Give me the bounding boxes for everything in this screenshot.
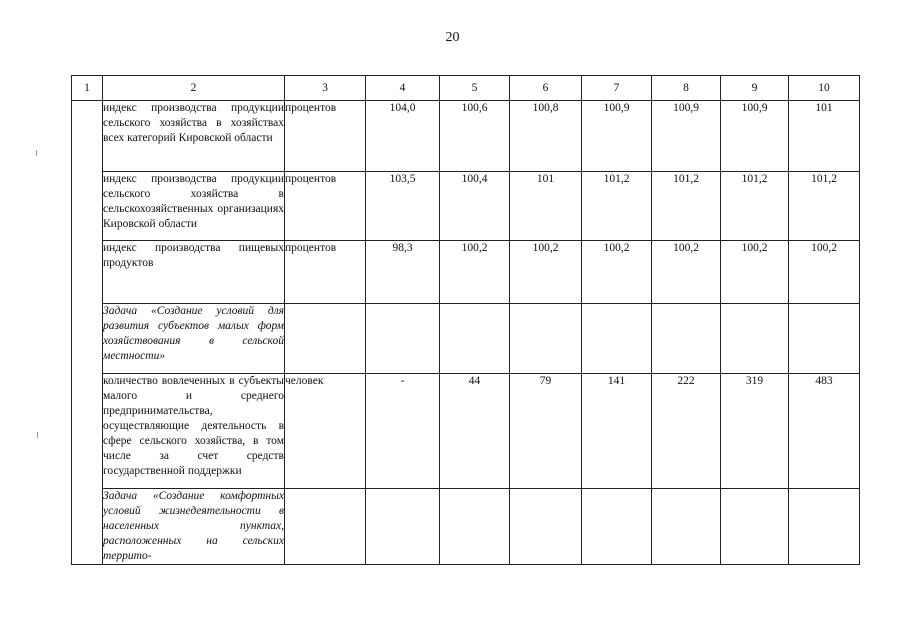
indicator-name: индекс производства пищевых продуктов — [103, 241, 285, 304]
value-cell: 100,2 — [510, 241, 582, 304]
value-cell: 101 — [510, 172, 582, 241]
value-cell: 79 — [510, 374, 582, 489]
empty-cell — [366, 304, 440, 374]
header-col-6: 6 — [510, 76, 582, 101]
empty-cell — [582, 489, 652, 565]
empty-cell — [440, 489, 510, 565]
value-cell: 100,9 — [652, 101, 721, 172]
empty-cell — [510, 489, 582, 565]
value-cell: 141 — [582, 374, 652, 489]
indicator-unit: человек — [285, 374, 366, 489]
table-row — [72, 374, 860, 489]
page-number: 20 — [445, 30, 460, 45]
value-cell: 100,9 — [721, 101, 789, 172]
value-cell: 100,9 — [582, 101, 652, 172]
empty-cell — [440, 304, 510, 374]
header-col-2: 2 — [103, 76, 285, 101]
table-row — [72, 101, 860, 172]
table-row — [72, 172, 860, 241]
value-cell: - — [366, 374, 440, 489]
value-cell: 319 — [721, 374, 789, 489]
indicator-name: количество вовлеченных в субъекты малого и среднего предпринимательства, осуществляющие деятельность в сфере сельского хозяйства, в том числе за счет средств государственной поддержки — [103, 374, 285, 489]
value-cell: 100,8 — [510, 101, 582, 172]
value-cell: 100,2 — [789, 241, 860, 304]
indicators-table — [71, 75, 860, 565]
empty-cell — [721, 489, 789, 565]
empty-cell — [652, 489, 721, 565]
value-cell: 483 — [789, 374, 860, 489]
table-row — [72, 241, 860, 304]
value-cell: 100,2 — [721, 241, 789, 304]
header-col-4: 4 — [366, 76, 440, 101]
empty-cell — [510, 304, 582, 374]
header-col-1: 1 — [72, 76, 103, 101]
value-cell: 100,2 — [440, 241, 510, 304]
scan-speck — [36, 150, 37, 156]
value-cell: 44 — [440, 374, 510, 489]
value-cell: 103,5 — [366, 172, 440, 241]
empty-cell — [652, 304, 721, 374]
empty-cell — [582, 304, 652, 374]
value-cell: 98,3 — [366, 241, 440, 304]
value-cell: 101 — [789, 101, 860, 172]
task-row — [72, 304, 860, 374]
header-row — [72, 76, 860, 101]
header-col-7: 7 — [582, 76, 652, 101]
scan-speck — [37, 432, 38, 438]
value-cell: 100,2 — [652, 241, 721, 304]
header-col-9: 9 — [721, 76, 789, 101]
header-col-10: 10 — [789, 76, 860, 101]
empty-cell — [366, 489, 440, 565]
indicator-unit: процентов — [285, 101, 366, 172]
empty-cell — [789, 489, 860, 565]
indicator-unit: процентов — [285, 172, 366, 241]
empty-cell — [285, 489, 366, 565]
value-cell: 101,2 — [789, 172, 860, 241]
value-cell: 101,2 — [721, 172, 789, 241]
value-cell: 100,2 — [582, 241, 652, 304]
empty-cell — [285, 304, 366, 374]
value-cell: 222 — [652, 374, 721, 489]
row-number-cell — [72, 101, 103, 565]
task-title: Задача «Создание условий для развития субъектов малых форм хозяйствования в сельской местности» — [103, 304, 285, 374]
header-col-3: 3 — [285, 76, 366, 101]
value-cell: 101,2 — [652, 172, 721, 241]
value-cell: 100,4 — [440, 172, 510, 241]
indicator-name: индекс производства продукции сельского хозяйства в хозяйствах всех категорий Кировской области — [103, 101, 285, 172]
empty-cell — [789, 304, 860, 374]
task-row — [72, 489, 860, 565]
indicator-name: индекс производства продукции сельского хозяйства в сельскохозяйственных организациях Кировской области — [103, 172, 285, 241]
indicator-unit: процентов — [285, 241, 366, 304]
header-col-8: 8 — [652, 76, 721, 101]
value-cell: 104,0 — [366, 101, 440, 172]
value-cell: 101,2 — [582, 172, 652, 241]
header-col-5: 5 — [440, 76, 510, 101]
empty-cell — [721, 304, 789, 374]
task-title: Задача «Создание комфортных условий жизнедеятельности в населенных пунктах, расположенных на сельских террито- — [103, 489, 285, 565]
value-cell: 100,6 — [440, 101, 510, 172]
